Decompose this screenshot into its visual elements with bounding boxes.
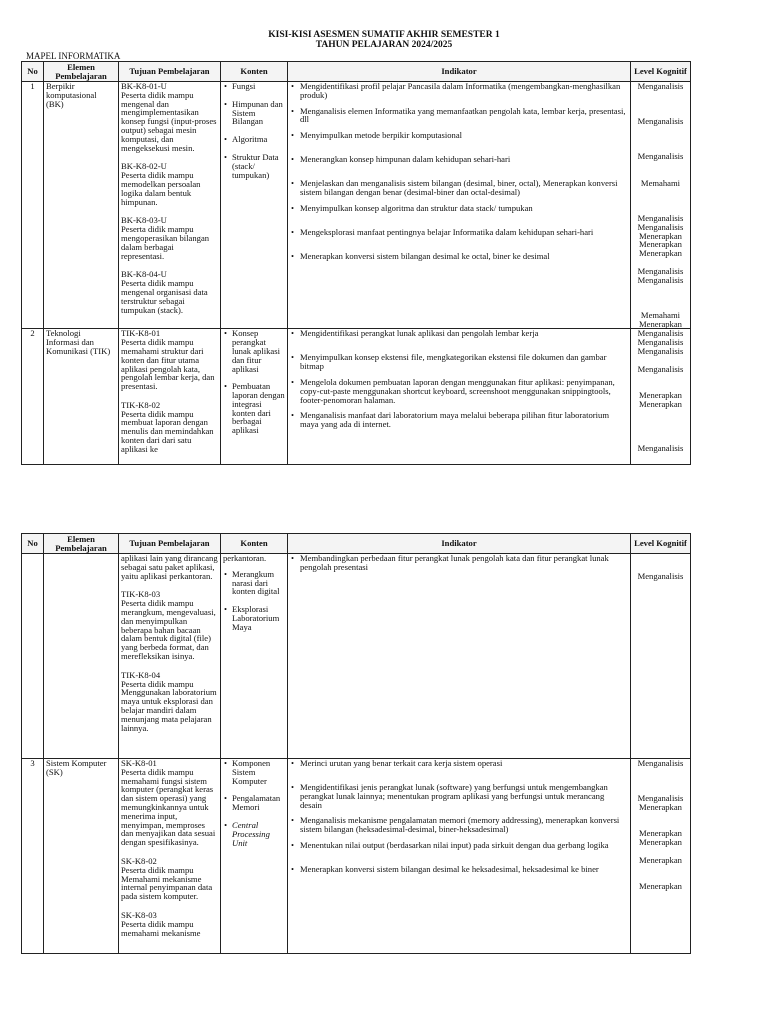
konten-item: • Pembuatan laporan dengan integrasi konten dari berbagai aplikasi xyxy=(223,382,285,435)
level-item xyxy=(633,196,688,205)
level-cell xyxy=(631,554,691,759)
konten-list xyxy=(223,759,285,847)
level-item xyxy=(633,91,688,100)
tujuan-item xyxy=(121,671,218,733)
tujuan-text: Peserta didik mampu membuat laporan dengan menulis dan memindahkan konten dari dari satu aplikasi ke xyxy=(121,408,214,454)
konten-cell xyxy=(221,329,288,464)
table-body-page-2 xyxy=(22,554,691,954)
konten-cell xyxy=(221,759,288,954)
tujuan-text: Peserta didik mampu mengenal dan mengimplementasikan konsep fungsi (input-proses output) sebagai mesin komputasi, dan mengeksekusi mesin. xyxy=(121,89,217,153)
document-subtitle: TAHUN PELAJARAN 2024/2025 xyxy=(315,40,453,50)
document-title: KISI-KISI ASESMEN SUMATIF AKHIR SEMESTER 1 xyxy=(268,30,500,40)
tujuan-text: Peserta didik mampu mengenal organisasi data terstruktur sebagai tumpukan (stack). xyxy=(121,278,208,315)
level-item xyxy=(633,284,688,293)
row-number: 3 xyxy=(22,759,44,954)
elemen-cell xyxy=(44,554,119,759)
indikator-item: • Mengelola dokumen pembuatan laporan dengan menggunakan fitur aplikasi: penyimpanan, copy-cut-paste menggunakan shortcut keyboard, screenshoot menggunakan snippingtools, footer-penomoran halaman. xyxy=(290,378,628,404)
indikator-cell xyxy=(288,329,631,464)
tujuan-item xyxy=(121,401,218,454)
row-number xyxy=(22,554,44,759)
col-no: No xyxy=(22,534,44,554)
indikator-item: • Menerangkan konsep himpunan dalam kehidupan sehari-hari xyxy=(290,155,628,172)
tujuan-code: BK-K8-01-U xyxy=(121,81,167,91)
level-item: Menerapkan xyxy=(639,318,682,329)
level-item: Menganalisis xyxy=(637,442,684,453)
level-item: Menganalisis xyxy=(637,212,684,223)
tujuan-item xyxy=(121,216,218,260)
tujuan-item xyxy=(121,270,218,314)
tujuan-text: Peserta didik mampu memodelkan persoalan logika dalam bentuk himpunan. xyxy=(121,170,201,207)
tujuan-code: TIK-K8-01 xyxy=(121,328,161,339)
tujuan-code: TIK-K8-03 xyxy=(121,589,161,600)
level-item xyxy=(633,126,688,135)
tujuan-cell xyxy=(119,329,221,464)
konten-list xyxy=(223,329,285,435)
indikator-item: • Mengidentifikasi jenis perangkat lunak (software) yang berfungsi untuk mengembangkan perangkat lunak lainnya; menentukan program aplikasi yang berfungsi untuk merancang desain xyxy=(290,783,628,809)
level-cell xyxy=(631,82,691,329)
tujuan-code: TIK-K8-04 xyxy=(121,669,161,680)
elemen-cell: Berpikir komputasional (BK) xyxy=(44,82,119,329)
table-row xyxy=(22,329,691,464)
col-indikator: Indikator xyxy=(288,62,631,82)
tujuan-text: aplikasi lain yang dirancang sebagai satu paket aplikasi, yaitu aplikasi perkantoran. xyxy=(121,553,218,581)
level-item: Menerapkan xyxy=(639,230,682,241)
level-item: Menerapkan xyxy=(639,837,682,848)
indikator-cell xyxy=(288,554,631,759)
tujuan-item xyxy=(121,857,218,901)
col-level: Level Kognitif xyxy=(631,62,691,82)
konten-cell xyxy=(221,554,288,759)
level-item xyxy=(633,777,688,786)
col-elemen: Elemen Pembelajaran xyxy=(44,62,119,82)
col-tujuan: Tujuan Pembelajaran xyxy=(119,534,221,554)
elemen-cell: Sistem Komputer (SK) xyxy=(44,759,119,954)
tujuan-item xyxy=(121,554,218,580)
indikator-item: • Menyimpulkan metode berpikir komputasional xyxy=(290,131,628,148)
indikator-list xyxy=(290,82,628,269)
level-item xyxy=(633,768,688,777)
indikator-item: • Menyimpulkan konsep ekstensi file, mengkategorikan ekstensi file dokumen dan gambar bitmap xyxy=(290,353,628,371)
tujuan-text: Peserta didik mampu merangkum, mengevaluasi, dan menyimpulkan beberapa bahan bacaan dalam bentuk digital (file) yang berbeda format, dan merefleksikan isinya. xyxy=(121,598,216,661)
kisi-table-page-2 xyxy=(21,533,691,954)
level-item: Menerapkan xyxy=(639,248,682,259)
level-item xyxy=(633,554,688,563)
level-item: Menganalisis xyxy=(637,570,684,581)
tujuan-text: Peserta didik mampu Menggunakan laboratorium maya untuk eksplorasi dan belajar mandiri dalam menunjang mata pelajaran lainnya. xyxy=(121,678,217,733)
level-item: Menerapkan xyxy=(639,239,682,250)
table-header-row xyxy=(22,62,691,82)
tujuan-item xyxy=(121,82,218,152)
elemen-cell: Teknologi Informasi dan Komunikasi (TIK) xyxy=(44,329,119,464)
konten-cell xyxy=(221,82,288,329)
indikator-item: • Mengidentifikasi perangkat lunak aplikasi dan pengolah lembar kerja xyxy=(290,329,628,346)
tujuan-code: SK-K8-03 xyxy=(121,909,157,920)
tujuan-text: Peserta didik mampu memahami struktur dari konten dan fitur utama aplikasi pengolah kata, pengolah lembar kerja, dan presentasi. xyxy=(121,337,215,392)
indikator-item: • Menjelaskan dan menganalisis sistem bilangan (desimal, biner, octal), Menerapkan konversi sistem bilangan dengan benar (desimal-biner dan octal-desimal) xyxy=(290,179,628,197)
level-item: Menerapkan xyxy=(639,881,682,892)
table-header-row xyxy=(22,534,691,554)
level-item xyxy=(633,188,688,197)
level-item: Menganalisis xyxy=(637,345,684,356)
level-item: Menganalisis xyxy=(637,337,684,348)
tujuan-cell xyxy=(119,759,221,954)
indikator-item: • Menganalisis manfaat dari laboratorium maya melalui beberapa pilihan fitur laboratorium maya yang ada di internet. xyxy=(290,411,628,429)
tujuan-item xyxy=(121,911,218,937)
tujuan-item xyxy=(121,590,218,660)
konten-item: • Fungsi xyxy=(223,82,285,91)
level-item: Memahami xyxy=(640,177,681,188)
konten-continued: perkantoran. xyxy=(223,553,267,563)
tujuan-code: SK-K8-01 xyxy=(121,758,157,768)
konten-item: • Merangkum narasi dari konten digital xyxy=(223,570,285,596)
level-item xyxy=(633,161,688,170)
tujuan-text: Peserta didik mampu Memahami mekanisme internal penyimpanan data pada sistem komputer. xyxy=(121,864,213,902)
level-item: Menganalisis xyxy=(637,793,684,804)
mapel-label: MAPEL INFORMATIKA xyxy=(26,51,121,61)
indikator-item: • Mengidentifikasi profil pelajar Pancasila dalam Informatika (mengembangkan-menghasilkan produk) xyxy=(290,82,628,100)
level-item xyxy=(633,408,688,417)
tujuan-code: BK-K8-04-U xyxy=(121,269,167,280)
konten-item: • Eksplorasi Laboratorium Maya xyxy=(223,605,285,631)
level-item xyxy=(633,426,688,435)
level-item: Menganalisis xyxy=(637,116,684,127)
level-item: Menerapkan xyxy=(639,801,682,812)
tujuan-code: BK-K8-03-U xyxy=(121,215,167,226)
indikator-item: • Menganalisis elemen Informatika yang memanfaatkan pengolah kata, lembar kerja, presentasi, dll xyxy=(290,107,628,125)
indikator-item: • Menganalisis mekanisme pengalamatan memori (memory addressing), menerapkan konversi sistem bilangan (heksadesimal-desimal, biner-heksadesimal) xyxy=(290,816,628,834)
indikator-cell xyxy=(288,759,631,954)
col-konten: Konten xyxy=(221,62,288,82)
indikator-cell xyxy=(288,82,631,329)
level-item: Menerapkan xyxy=(639,389,682,400)
table-row xyxy=(22,759,691,954)
indikator-item: • Menyimpulkan konsep algoritma dan struktur data stack/ tumpukan xyxy=(290,204,628,221)
tujuan-cell xyxy=(119,554,221,759)
indikator-item: • Menerapkan konversi sistem bilangan desimal ke octal, biner ke desimal xyxy=(290,252,628,269)
level-cell xyxy=(631,329,691,464)
indikator-item: • Mengeksplorasi manfaat pentingnya belajar Informatika dalam kehidupan sehari-hari xyxy=(290,228,628,245)
indikator-list xyxy=(290,554,628,572)
row-number: 1 xyxy=(22,82,44,329)
tujuan-code: BK-K8-02-U xyxy=(121,161,167,172)
konten-item: • Pengalamatan Memori xyxy=(223,794,285,812)
level-item: Menganalisis xyxy=(637,758,684,768)
konten-list xyxy=(223,570,285,632)
level-item: Menerapkan xyxy=(639,854,682,865)
table-body-page-1 xyxy=(22,82,691,465)
col-no: No xyxy=(22,62,44,82)
level-item: Menerapkan xyxy=(639,828,682,839)
indikator-item: • Membandingkan perbedaan fitur perangkat lunak pengolah kata dan fitur perangkat lunak pengolah presentasi xyxy=(290,554,628,572)
indikator-list xyxy=(290,759,628,882)
konten-list xyxy=(223,82,285,179)
level-cell xyxy=(631,759,691,954)
konten-item: • Konsep perangkat lunak aplikasi dan fitur aplikasi xyxy=(223,329,285,373)
konten-item: • Struktur Data (stack/ tumpukan) xyxy=(223,153,285,179)
konten-item: • Algoritma xyxy=(223,135,285,144)
tujuan-code: SK-K8-02 xyxy=(121,855,157,866)
level-item xyxy=(633,812,688,821)
indikator-item: • Menerapkan konversi sistem bilangan desimal ke heksadesimal, heksadesimal ke biner xyxy=(290,865,628,882)
indikator-list xyxy=(290,329,628,429)
col-konten: Konten xyxy=(221,534,288,554)
tujuan-item xyxy=(121,162,218,206)
table-row xyxy=(22,554,691,759)
level-item: Memahami xyxy=(640,309,681,320)
level-item: Menganalisis xyxy=(637,274,684,285)
col-elemen: Elemen Pembelajaran xyxy=(44,534,119,554)
tujuan-item xyxy=(121,759,218,847)
level-item: Menganalisis xyxy=(637,81,684,91)
level-item xyxy=(633,293,688,302)
level-item xyxy=(633,865,688,874)
tujuan-text: Peserta didik mampu memahami mekanisme xyxy=(121,918,201,938)
col-tujuan: Tujuan Pembelajaran xyxy=(119,62,221,82)
row-number: 2 xyxy=(22,329,44,464)
level-item xyxy=(633,100,688,109)
level-item: Menganalisis xyxy=(637,151,684,162)
col-level: Level Kognitif xyxy=(631,534,691,554)
indikator-item: • Merinci urutan yang benar terkait cara kerja sistem operasi xyxy=(290,759,628,776)
level-item: Menganalisis xyxy=(637,265,684,276)
level-item xyxy=(633,373,688,382)
tujuan-cell xyxy=(119,82,221,329)
table-row xyxy=(22,82,691,329)
level-item xyxy=(633,417,688,426)
level-item: Menganalisis xyxy=(637,363,684,374)
level-item: Menganalisis xyxy=(637,328,684,339)
col-indikator: Indikator xyxy=(288,534,631,554)
konten-item: • Himpunan dan Sistem Bilangan xyxy=(223,100,285,126)
indikator-item: • Menentukan nilai output (berdasarkan nilai input) pada sirkuit dengan dua gerbang logika xyxy=(290,841,628,858)
kisi-table-page-1 xyxy=(21,61,691,465)
level-item: Menerapkan xyxy=(639,398,682,409)
tujuan-code: TIK-K8-02 xyxy=(121,399,161,410)
level-item: Menganalisis xyxy=(637,221,684,232)
konten-item: • Komponen Sistem Komputer xyxy=(223,759,285,785)
konten-item: • Central Processing Unit xyxy=(223,821,285,847)
tujuan-text: Peserta didik mampu mengoperasikan bilangan dalam berbagai representasi. xyxy=(121,224,210,261)
tujuan-text: Peserta didik mampu memahami fungsi sistem komputer (perangkat keras dan sistem operasi) yang memungkinkannya untuk menerima input, menyimpan, memproses dan menyajikan data sesuai dengan spesifikasinya. xyxy=(121,766,216,848)
level-item xyxy=(633,135,688,144)
tujuan-item xyxy=(121,329,218,391)
